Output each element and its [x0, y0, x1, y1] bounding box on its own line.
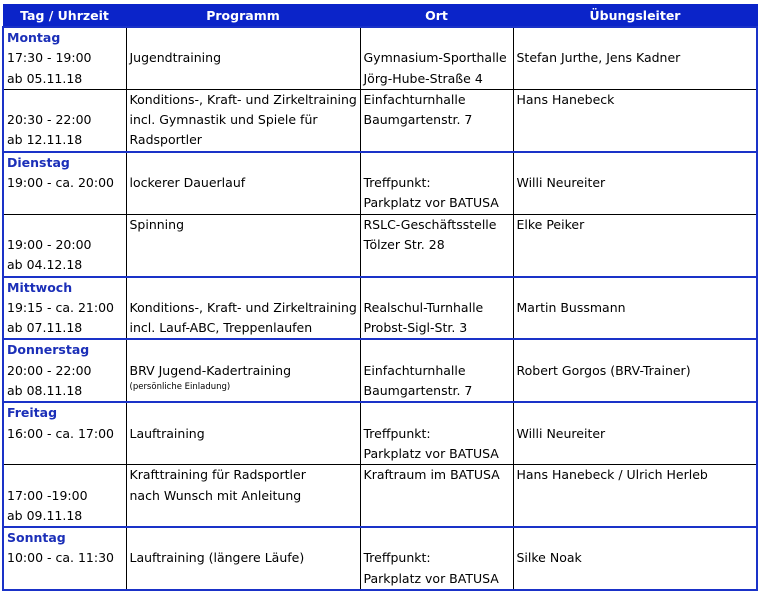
- cell-program: [126, 214, 360, 276]
- program-text: incl. Lauf-ABC, Treppenlaufen: [129, 320, 313, 336]
- program-text: [130, 569, 357, 589]
- trainer-text: [517, 153, 754, 173]
- trainer-text: [517, 444, 754, 464]
- cell-program: [126, 89, 360, 151]
- location-text: [364, 153, 510, 173]
- program-text: [130, 403, 357, 423]
- trainer-text: Stefan Jurthe, Jens Kadner: [516, 50, 681, 66]
- cell-program: [126, 152, 360, 214]
- trainer-text: Willi Neureiter: [516, 175, 606, 191]
- location-text: Jörg-Hube-Straße 4: [363, 70, 483, 86]
- table-row: [3, 277, 757, 340]
- trainer-text: [517, 110, 754, 130]
- program-text: Konditions-, Kraft- und Zirkeltraining: [129, 299, 357, 315]
- day-name: Freitag: [7, 405, 58, 421]
- location-text: Realschul-Turnhalle: [363, 299, 484, 315]
- cell-location: [360, 89, 513, 151]
- trainer-text: [517, 28, 754, 48]
- program-text: nach Wunsch mit Anleitung: [129, 487, 302, 503]
- cell-trainer: [513, 152, 757, 214]
- cell-location: [360, 465, 513, 527]
- day-name: [7, 90, 123, 110]
- trainer-text: [517, 486, 754, 506]
- cell-day-time: [3, 89, 126, 151]
- trainer-text: Martin Bussmann: [516, 299, 626, 315]
- cell-trainer: [513, 402, 757, 464]
- time-text: 20:30 - 22:00: [7, 112, 92, 128]
- location-text: [364, 28, 510, 48]
- program-text: lockerer Dauerlauf: [129, 175, 246, 191]
- time-text: 19:00 - 20:00: [7, 236, 92, 252]
- cell-location: [360, 402, 513, 464]
- time-text: 17:30 - 19:00: [7, 50, 92, 66]
- table-row: [3, 152, 757, 214]
- location-text: [364, 130, 510, 150]
- location-text: Tölzer Str. 28: [363, 236, 445, 252]
- trainer-text: Elke Peiker: [516, 216, 585, 232]
- header-day-time: Tag / Uhrzeit: [3, 5, 126, 28]
- location-text: [364, 255, 510, 275]
- day-name: Montag: [7, 30, 61, 45]
- trainer-text: [517, 278, 754, 298]
- time-text: [7, 569, 123, 589]
- day-name: Dienstag: [7, 154, 70, 170]
- program-text: Lauftraining (längere Läufe): [129, 550, 305, 566]
- time-text: 17:00 -19:00: [7, 487, 88, 503]
- header-program: Programm: [126, 5, 360, 28]
- cell-program: [126, 402, 360, 464]
- table-row: [3, 339, 757, 402]
- header-trainer: Übungsleiter: [513, 5, 757, 28]
- program-text: [130, 506, 357, 526]
- trainer-text: [517, 255, 754, 275]
- time-text: [7, 444, 123, 464]
- day-name: [7, 465, 123, 485]
- location-text: Probst-Sigl-Str. 3: [363, 320, 468, 336]
- table-row: [3, 214, 757, 276]
- trainer-text: [517, 318, 754, 338]
- program-text: [130, 153, 357, 173]
- location-text: [364, 278, 510, 298]
- schedule-body: [3, 27, 757, 590]
- table-row: [3, 402, 757, 464]
- cell-trainer: [513, 27, 757, 89]
- cell-trainer: [513, 277, 757, 340]
- location-text: RSLC-Geschäftsstelle: [363, 216, 497, 232]
- trainer-text: Hans Hanebeck / Ulrich Herleb: [516, 467, 708, 483]
- cell-day-time: [3, 465, 126, 527]
- location-text: [364, 340, 510, 360]
- program-text: Konditions-, Kraft- und Zirkeltraining: [129, 91, 357, 107]
- location-text: Treffpunkt:: [363, 175, 431, 191]
- program-text: Lauftraining: [129, 425, 205, 441]
- program-note: (persönliche Einladung): [129, 382, 231, 393]
- program-text: [130, 278, 357, 298]
- trainer-text: [517, 235, 754, 255]
- program-text: [130, 235, 357, 255]
- program-text: [130, 340, 357, 360]
- program-text: [130, 444, 357, 464]
- header-row: [3, 5, 757, 28]
- cell-location: [360, 27, 513, 89]
- cell-location: [360, 214, 513, 276]
- table-row: [3, 465, 757, 527]
- time-text: [7, 193, 123, 213]
- trainer-text: Hans Hanebeck: [516, 91, 615, 107]
- location-text: [364, 528, 510, 548]
- day-name: Sonntag: [7, 530, 66, 546]
- location-text: Einfachturnhalle: [363, 91, 466, 107]
- time-text: 16:00 - ca. 17:00: [7, 425, 114, 441]
- cell-trainer: [513, 214, 757, 276]
- location-text: Treffpunkt:: [363, 425, 431, 441]
- location-text: Baumgartenstr. 7: [363, 383, 473, 399]
- table-row: [3, 89, 757, 151]
- header-location: Ort: [360, 5, 513, 28]
- cell-day-time: [3, 402, 126, 464]
- cell-trainer: [513, 339, 757, 402]
- program-text: [130, 28, 357, 48]
- time-text: ab 09.11.18: [7, 507, 83, 523]
- trainer-text: Robert Gorgos (BRV-Trainer): [516, 362, 691, 378]
- program-text: Krafttraining für Radsportler: [129, 467, 306, 483]
- program-text: [130, 69, 357, 89]
- program-text: [130, 193, 357, 213]
- cell-trainer: [513, 465, 757, 527]
- cell-location: [360, 339, 513, 402]
- location-text: [364, 506, 510, 526]
- cell-trainer: [513, 89, 757, 151]
- trainer-text: [517, 193, 754, 213]
- time-text: ab 04.12.18: [7, 257, 83, 273]
- cell-day-time: [3, 339, 126, 402]
- day-name: Donnerstag: [7, 342, 90, 358]
- program-text: Radsportler: [129, 132, 202, 148]
- cell-day-time: [3, 277, 126, 340]
- trainer-text: [517, 403, 754, 423]
- program-text: BRV Jugend-Kadertraining: [129, 362, 292, 378]
- location-text: [364, 486, 510, 506]
- trainer-text: Willi Neureiter: [516, 425, 606, 441]
- location-text: Baumgartenstr. 7: [363, 112, 473, 128]
- program-text: Jugendtraining: [129, 50, 222, 66]
- time-text: ab 07.11.18: [7, 320, 83, 336]
- trainer-text: [517, 506, 754, 526]
- cell-location: [360, 277, 513, 340]
- time-text: 19:15 - ca. 21:00: [7, 299, 114, 315]
- cell-program: [126, 339, 360, 402]
- program-text: [130, 528, 357, 548]
- cell-program: [126, 465, 360, 527]
- cell-location: [360, 152, 513, 214]
- trainer-text: Silke Noak: [516, 550, 582, 566]
- table-row: [3, 27, 757, 89]
- cell-day-time: [3, 152, 126, 214]
- location-text: Parkplatz vor BATUSA: [363, 570, 499, 586]
- time-text: 10:00 - ca. 11:30: [7, 550, 114, 566]
- program-text: Spinning: [129, 216, 185, 232]
- program-text: [130, 255, 357, 275]
- time-text: 20:00 - 22:00: [7, 362, 92, 378]
- location-text: Parkplatz vor BATUSA: [363, 445, 499, 461]
- location-text: Treffpunkt:: [363, 550, 431, 566]
- location-text: Kraftraum im BATUSA: [363, 467, 500, 483]
- time-text: 19:00 - ca. 20:00: [7, 175, 114, 191]
- program-text: incl. Gymnastik und Spiele für: [129, 112, 318, 128]
- location-text: Parkplatz vor BATUSA: [363, 195, 499, 211]
- day-name: [7, 215, 123, 235]
- training-schedule-table: [2, 4, 758, 591]
- trainer-text: [517, 69, 754, 89]
- time-text: ab 12.11.18: [7, 132, 83, 148]
- cell-day-time: [3, 214, 126, 276]
- cell-program: [126, 277, 360, 340]
- location-text: Einfachturnhalle: [363, 362, 466, 378]
- cell-day-time: [3, 27, 126, 89]
- trainer-text: [517, 569, 754, 589]
- trainer-text: [517, 381, 754, 401]
- trainer-text: [517, 528, 754, 548]
- trainer-text: [517, 130, 754, 150]
- time-text: ab 05.11.18: [7, 70, 83, 86]
- cell-program: [126, 27, 360, 89]
- schedule-container: [2, 4, 758, 591]
- trainer-text: [517, 340, 754, 360]
- time-text: ab 08.11.18: [7, 383, 83, 399]
- location-text: Gymnasium-Sporthalle: [363, 50, 507, 66]
- location-text: [364, 403, 510, 423]
- day-name: Mittwoch: [7, 279, 73, 295]
